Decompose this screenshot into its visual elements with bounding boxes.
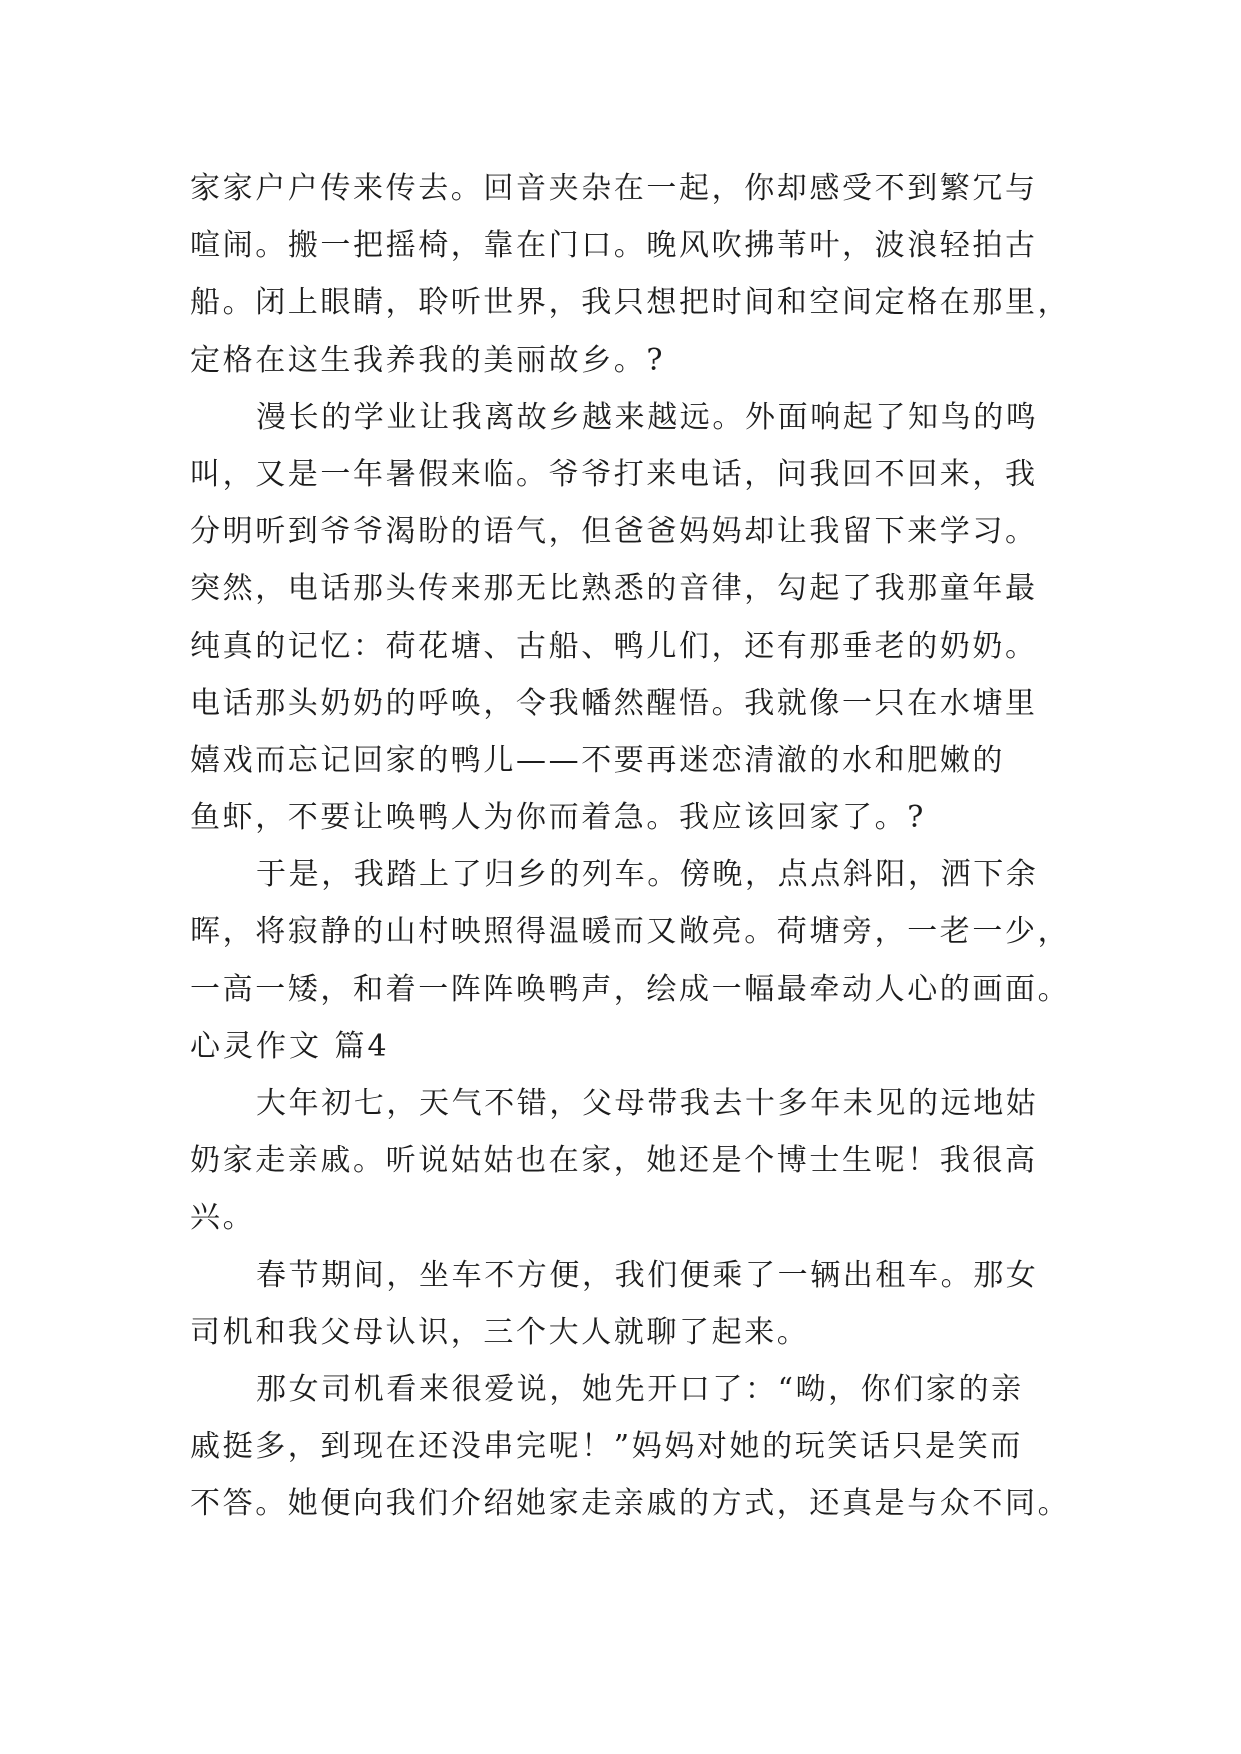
text-line: 定格在这生我养我的美丽故乡。? xyxy=(190,342,666,378)
paragraph-first-line: 大年初七，天气不错，父母带我去十多年未见的远地姑 xyxy=(256,1086,1039,1121)
text-line: 鱼虾，不要让唤鸭人为你而着急。我应该回家了。? xyxy=(190,800,926,836)
text-line: 分明听到爷爷渴盼的语气，但爸爸妈妈却让我留下来学习。 xyxy=(190,514,1038,550)
paragraph-first-line: 那女司机看来很爱说，她先开口了：“呦，你们家的亲 xyxy=(256,1371,1024,1407)
section-heading: 心灵作文 篇4 xyxy=(190,1028,390,1064)
text-line: 戚挺多，到现在还没串完呢！”妈妈对她的玩笑话只是笑而 xyxy=(190,1429,1023,1465)
text-line: 家家户户传来传去。回音夹杂在一起，你却感受不到繁冗与 xyxy=(190,171,1038,206)
text-line: 不答。她便向我们介绍她家走亲戚的方式，还真是与众不同。 xyxy=(190,1486,1071,1522)
text-line: 纯真的记忆：荷花塘、古船、鸭儿们，还有那垂老的奶奶。 xyxy=(190,628,1038,664)
text-line: 司机和我父母认识，三个大人就聊了起来。 xyxy=(190,1314,810,1350)
text-line: 兴。 xyxy=(190,1200,256,1236)
text-line: 奶家走亲戚。听说姑姑也在家，她还是个博士生呢！我很高 xyxy=(190,1143,1038,1179)
text-line: 突然，电话那头传来那无比熟悉的音律，勾起了我那童年最 xyxy=(190,571,1038,607)
text-line: 嬉戏而忘记回家的鸭儿——不要再迷恋清澈的水和肥嫩的 xyxy=(190,742,1005,778)
paragraph-first-line: 春节期间，坐车不方便，我们便乘了一辆出租车。那女 xyxy=(256,1257,1039,1293)
text-line: 一高一矮，和着一阵阵唤鸭声，绘成一幅最牵动人心的画面。 xyxy=(190,971,1071,1007)
text-line: 晖，将寂静的山村映照得温暖而又敞亮。荷塘旁，一老一少， xyxy=(190,914,1071,950)
text-line: 叫，又是一年暑假来临。爷爷打来电话，问我回不回来，我 xyxy=(190,456,1038,492)
text-line: 船。闭上眼睛，聆听世界，我只想把时间和空间定格在那里， xyxy=(190,285,1071,321)
paragraph-first-line: 于是，我踏上了归乡的列车。傍晚，点点斜阳，洒下余 xyxy=(256,857,1039,893)
text-line: 喧闹。搬一把摇椅，靠在门口。晚风吹拂苇叶，波浪轻拍古 xyxy=(190,228,1038,264)
text-line: 电话那头奶奶的呼唤，令我幡然醒悟。我就像一只在水塘里 xyxy=(190,685,1038,721)
essay-body xyxy=(190,160,1070,1533)
paragraph-first-line: 漫长的学业让我离故乡越来越远。外面响起了知鸟的鸣 xyxy=(256,399,1039,435)
